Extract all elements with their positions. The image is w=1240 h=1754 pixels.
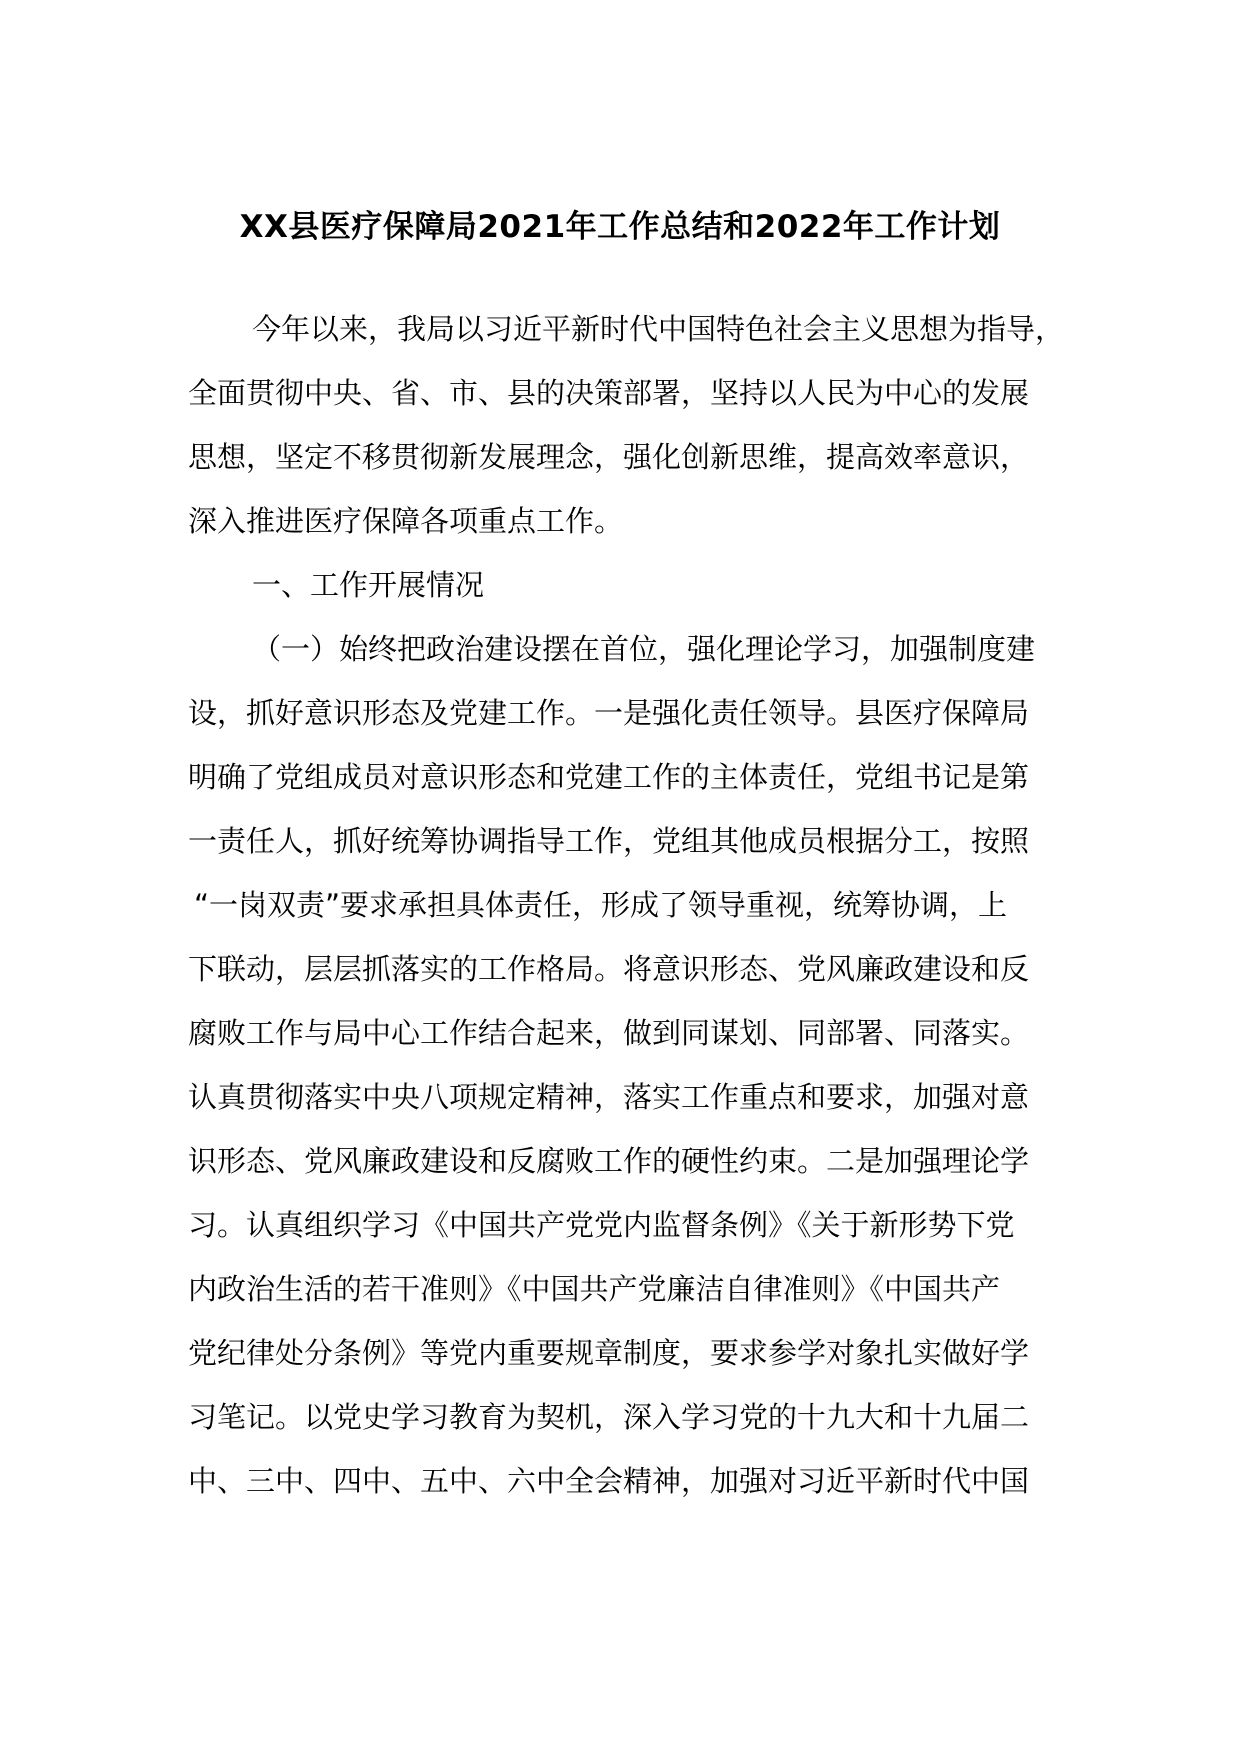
paragraph-line: 深入推进医疗保障各项重点工作。: [188, 504, 624, 538]
paragraph-line: 设，抓好意识形态及党建工作。一是强化责任领导。县医疗保障局: [188, 696, 1030, 730]
paragraph-line: 党纪律处分条例》等党内重要规章制度，要求参学对象扎实做好学: [188, 1336, 1030, 1370]
paragraph-line: 今年以来，我局以习近平新时代中国特色社会主义思想为指导，: [252, 312, 1065, 346]
paragraph-line: 一责任人，抓好统筹协调指导工作，党组其他成员根据分工，按照: [188, 824, 1030, 858]
paragraph-line: 识形态、党风廉政建设和反腐败工作的硬性约束。二是加强理论学: [188, 1144, 1030, 1178]
paragraph-line: 明确了党组成员对意识形态和党建工作的主体责任，党组书记是第: [188, 760, 1030, 794]
document-title: XX县医疗保障局2021年工作总结和2022年工作计划: [239, 209, 1001, 245]
paragraph-line: 习笔记。以党史学习教育为契机，深入学习党的十九大和十九届二: [188, 1400, 1030, 1434]
paragraph-line: 腐败工作与局中心工作结合起来，做到同谋划、同部署、同落实。: [188, 1016, 1030, 1050]
paragraph-line: 中、三中、四中、五中、六中全会精神，加强对习近平新时代中国: [188, 1464, 1030, 1498]
paragraph-line: “一岗双责”要求承担具体责任，形成了领导重视，统筹协调，上: [194, 888, 1008, 922]
paragraph-line: 习。认真组织学习《中国共产党党内监督条例》《关于新形势下党: [188, 1208, 1015, 1242]
paragraph-line: 认真贯彻落实中央八项规定精神，落实工作重点和要求，加强对意: [188, 1080, 1030, 1114]
paragraph-line: （一）始终把政治建设摆在首位，强化理论学习，加强制度建: [252, 632, 1036, 666]
paragraph-line: 全面贯彻中央、省、市、县的决策部署，坚持以人民为中心的发展: [188, 376, 1030, 410]
paragraph-line: 思想，坚定不移贯彻新发展理念，强化创新思维，提高效率意识，: [188, 440, 1030, 474]
paragraph-line: 下联动，层层抓落实的工作格局。将意识形态、党风廉政建设和反: [188, 952, 1030, 986]
section-heading: 一、工作开展情况: [252, 568, 485, 602]
paragraph-line: 内政治生活的若干准则》《中国共产党廉洁自律准则》《中国共产: [188, 1272, 1001, 1306]
